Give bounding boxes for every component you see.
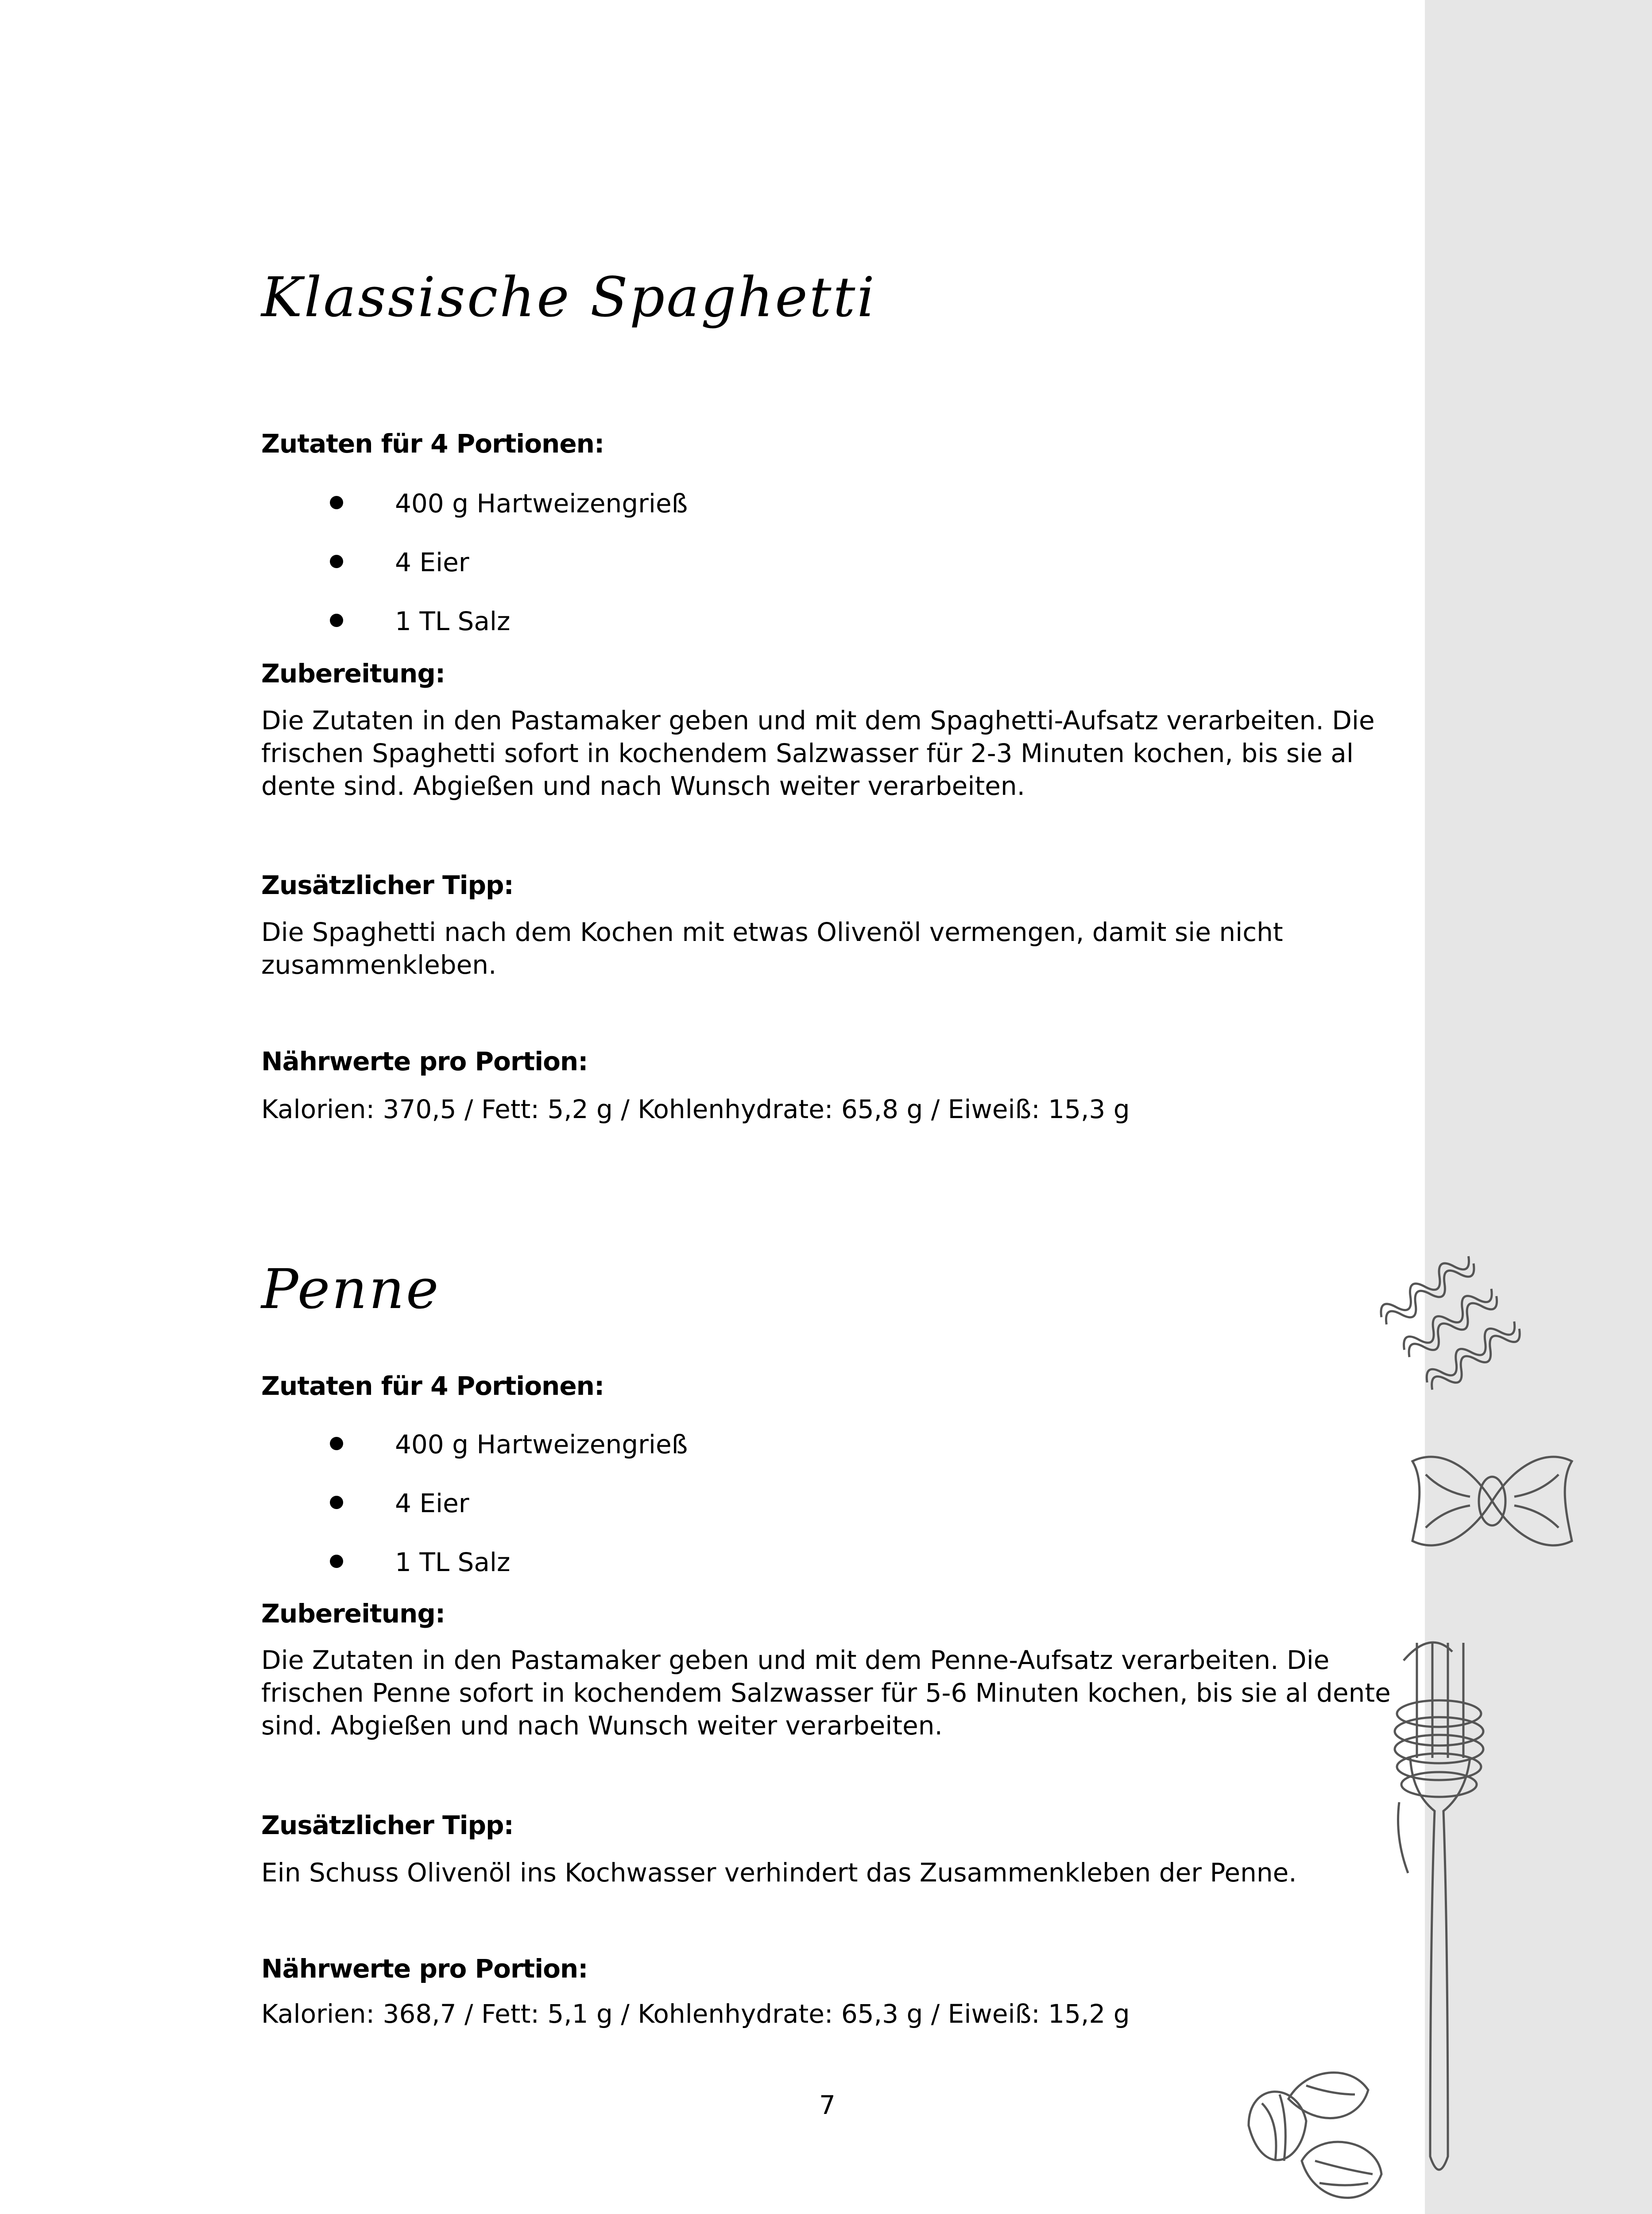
preparation-text: Die Zutaten in den Pastamaker geben und mit dem Penne-Aufsatz verarbeiten. Die frischen Penne sofort in kochendem Salzwasser für 5-6 Minuten kochen, bis sie al dente sind. Abgießen und nach Wunsch weiter verarbeiten. xyxy=(261,1645,1391,1741)
recipe-title: Klassische Spaghetti xyxy=(261,266,877,329)
bullet-icon xyxy=(330,555,343,568)
tip-label: Zusätzlicher Tipp: xyxy=(261,1810,514,1840)
ingredient-item: 1 TL Salz xyxy=(395,1547,511,1577)
ingredient-item: 4 Eier xyxy=(395,547,469,577)
ingredient-item: 1 TL Salz xyxy=(395,606,511,636)
farfalle-icon xyxy=(1399,1430,1585,1572)
bullet-icon xyxy=(330,496,343,509)
preparation-label: Zubereitung: xyxy=(261,1599,445,1629)
ingredients-label: Zutaten für 4 Portionen: xyxy=(261,429,604,459)
tip-text: Die Spaghetti nach dem Kochen mit etwas Olivenöl vermengen, damit sie nicht zusammenkleben. xyxy=(261,917,1283,980)
tip-text: Ein Schuss Olivenöl ins Kochwasser verhindert das Zusammenkleben der Penne. xyxy=(261,1858,1297,1888)
ingredient-item: 400 g Hartweizengrieß xyxy=(395,1429,688,1459)
nutrition-label: Nährwerte pro Portion: xyxy=(261,1046,588,1076)
bullet-icon xyxy=(330,614,343,627)
recipe-title: Penne xyxy=(261,1258,441,1321)
conchiglie-icon xyxy=(1235,2055,1408,2214)
nutrition-text: Kalorien: 368,7 / Fett: 5,1 g / Kohlenhydrate: 65,3 g / Eiweiß: 15,2 g xyxy=(261,1999,1130,2029)
nutrition-label: Nährwerte pro Portion: xyxy=(261,1954,588,1984)
preparation-label: Zubereitung: xyxy=(261,658,445,689)
nutrition-text: Kalorien: 370,5 / Fett: 5,2 g / Kohlenhydrate: 65,8 g / Eiweiß: 15,3 g xyxy=(261,1094,1130,1124)
ingredient-item: 4 Eier xyxy=(395,1488,469,1518)
fusilli-icon xyxy=(1377,1244,1532,1390)
bullet-icon xyxy=(330,1437,343,1450)
ingredient-item: 400 g Hartweizengrieß xyxy=(395,488,688,519)
tip-label: Zusätzlicher Tipp: xyxy=(261,870,514,900)
preparation-text: Die Zutaten in den Pastamaker geben und mit dem Spaghetti-Aufsatz verarbeiten. Die frischen Spaghetti sofort in kochendem Salzwasser für 2-3 Minuten kochen, bis sie al dente sind. Abgießen und nach Wunsch weiter verarbeiten. xyxy=(261,705,1375,801)
page-number: 7 xyxy=(819,2090,836,2120)
bullet-icon xyxy=(330,1496,343,1509)
ingredients-label: Zutaten für 4 Portionen: xyxy=(261,1371,604,1401)
bullet-icon xyxy=(330,1555,343,1568)
